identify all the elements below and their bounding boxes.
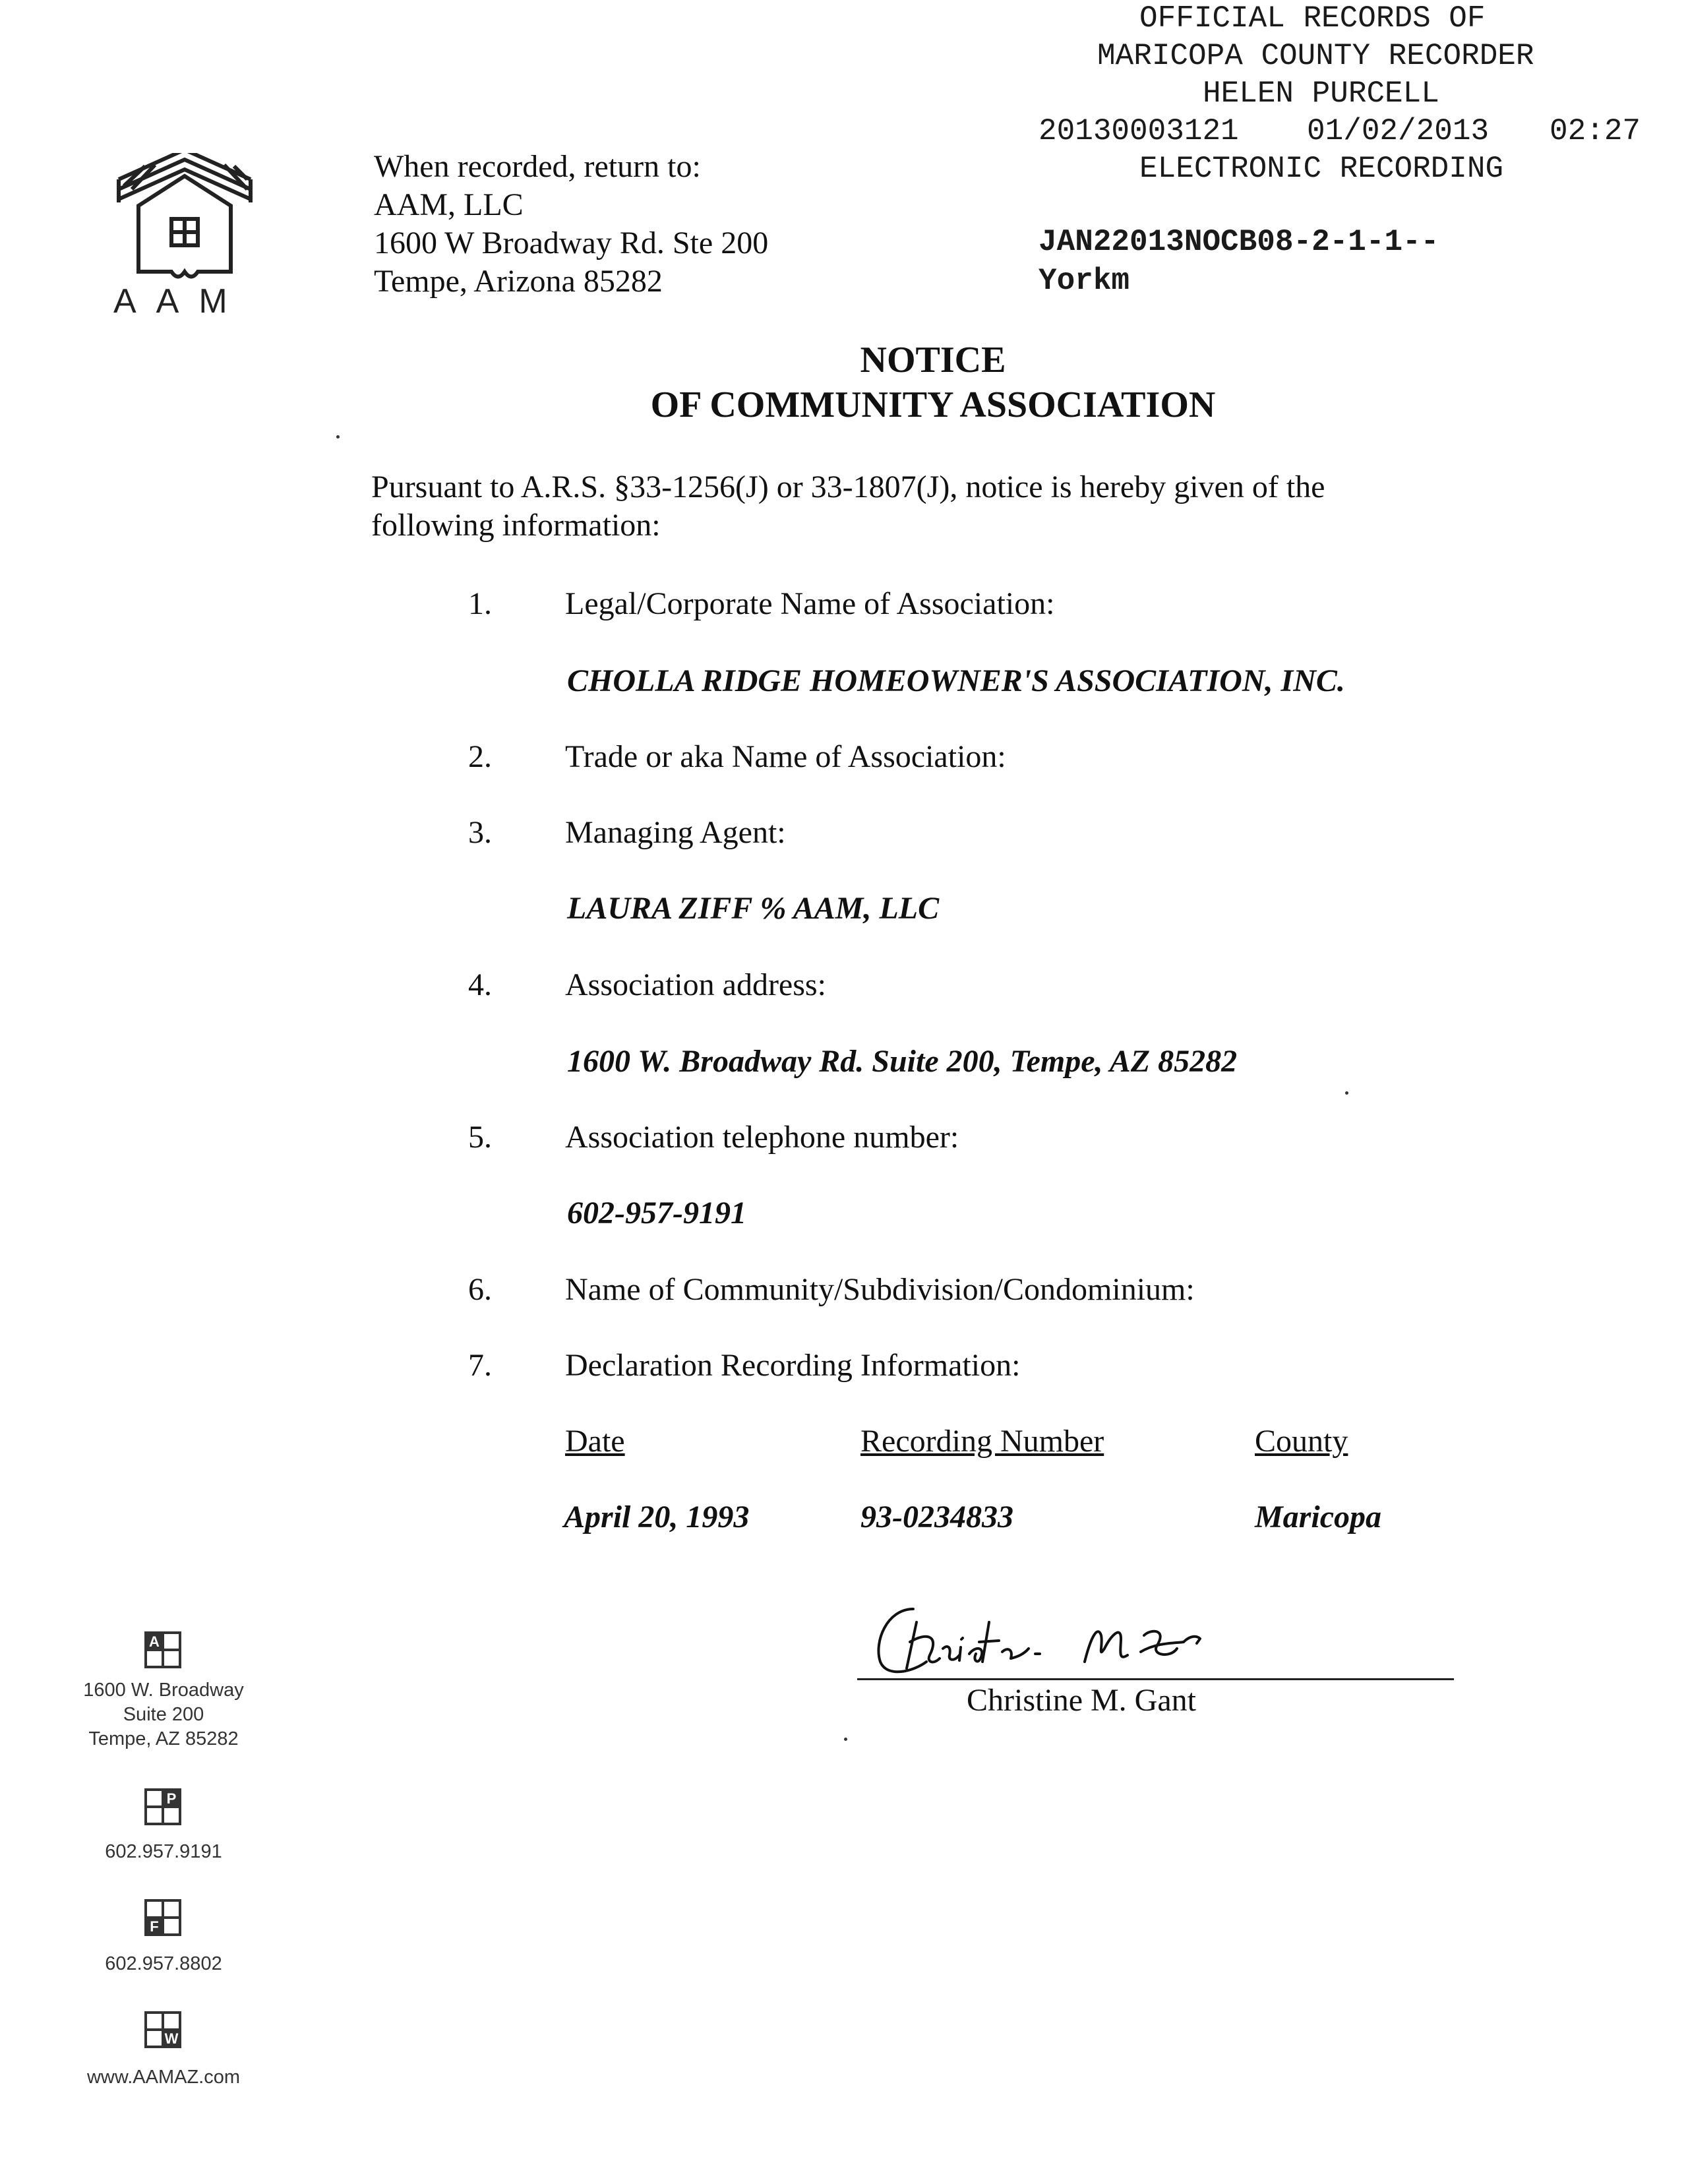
stamp-line-3: HELEN PURCELL (1203, 76, 1439, 111)
contact-phone: 602.957.9191 (105, 1841, 222, 1862)
item-3-value: LAURA ZIFF % AAM, LLC (567, 891, 940, 926)
contact-address-line-3: Tempe, AZ 85282 (88, 1728, 239, 1749)
item-5-number: 5. (468, 1120, 492, 1155)
item-3-label: Managing Agent: (565, 815, 786, 850)
item-4-value: 1600 W. Broadway Rd. Suite 200, Tempe, AZ 85282 (567, 1044, 1238, 1079)
decl-header-recording-number: Recording Number (860, 1424, 1104, 1459)
stamp-line-1: OFFICIAL RECORDS OF (1139, 1, 1486, 36)
item-3-number: 3. (468, 815, 492, 850)
stamp-clerk: Yorkm (1039, 264, 1130, 298)
stamp-line-2: MARICOPA COUNTY RECORDER (1097, 39, 1534, 73)
svg-text:F: F (150, 1918, 159, 1935)
decl-header-date: Date (565, 1424, 625, 1459)
contact-address-line-1: 1600 W. Broadway (83, 1680, 244, 1701)
signer-name: Christine M. Gant (967, 1683, 1196, 1718)
svg-text:P: P (166, 1790, 177, 1807)
decl-recording-number: 93-0234833 (860, 1500, 1013, 1534)
decl-header-county: County (1255, 1424, 1348, 1459)
item-6-number: 6. (468, 1272, 492, 1307)
item-2-number: 2. (468, 739, 492, 774)
item-7-label: Declaration Recording Information: (565, 1348, 1021, 1383)
return-street: 1600 W Broadway Rd. Ste 200 (374, 226, 769, 260)
item-1-number: 1. (468, 586, 492, 621)
item-6-label: Name of Community/Subdivision/Condominium: (565, 1272, 1195, 1307)
contact-web: www.AAMAZ.com (86, 2067, 241, 2088)
item-2-label: Trade or aka Name of Association: (565, 739, 1006, 774)
document-title-line-2: OF COMMUNITY ASSOCIATION (650, 384, 1216, 425)
stamp-record-number: 20130003121 (1039, 114, 1239, 148)
web-icon (143, 2010, 183, 2053)
contact-address-line-2: Suite 200 (123, 1704, 204, 1725)
contact-fax: 602.957.8802 (105, 1953, 222, 1974)
stamp-record-date: 01/02/2013 (1307, 114, 1490, 148)
return-city: Tempe, Arizona 85282 (374, 264, 663, 299)
decl-date: April 20, 1993 (564, 1500, 750, 1534)
item-5-value: 602-957-9191 (567, 1196, 746, 1230)
item-5-label: Association telephone number: (565, 1120, 959, 1155)
stamp-record-time: 02:27 (1550, 114, 1641, 148)
address-icon (143, 1630, 183, 1673)
logo-text: AAM (113, 282, 247, 320)
fax-icon (143, 1898, 183, 1941)
svg-text:A: A (149, 1633, 160, 1650)
svg-text:W: W (164, 2030, 179, 2047)
return-address (374, 148, 768, 301)
stamp-batch-code: JAN22013NOCB08-2-1-1-- (1039, 225, 1439, 259)
intro-paragraph: Pursuant to A.R.S. §33-1256(J) or 33-1807(J), notice is hereby given of the following information: (371, 470, 1325, 543)
item-4-number: 4. (468, 967, 492, 1002)
aam-logo (106, 153, 264, 320)
scan-dot (336, 435, 340, 439)
decl-county: Maricopa (1255, 1500, 1381, 1534)
item-1-value: CHOLLA RIDGE HOMEOWNER'S ASSOCIATION, INC. (567, 663, 1345, 698)
stamp-line-5: ELECTRONIC RECORDING (1139, 152, 1504, 186)
house-logo-icon (106, 153, 264, 291)
return-name: AAM, LLC (374, 187, 524, 222)
item-4-label: Association address: (565, 967, 826, 1002)
return-heading: When recorded, return to: (374, 149, 701, 184)
phone-icon (143, 1787, 183, 1830)
item-7-number: 7. (468, 1348, 492, 1383)
scan-dot (1345, 1091, 1348, 1095)
scan-dot (844, 1738, 847, 1741)
contact-address (58, 1678, 269, 1751)
signature-line (857, 1678, 1454, 1680)
handwritten-signature (867, 1596, 1236, 1682)
signature-graphic (867, 1596, 1236, 1682)
document-title-line-1: NOTICE (860, 340, 1006, 380)
item-1-label: Legal/Corporate Name of Association: (565, 586, 1055, 621)
